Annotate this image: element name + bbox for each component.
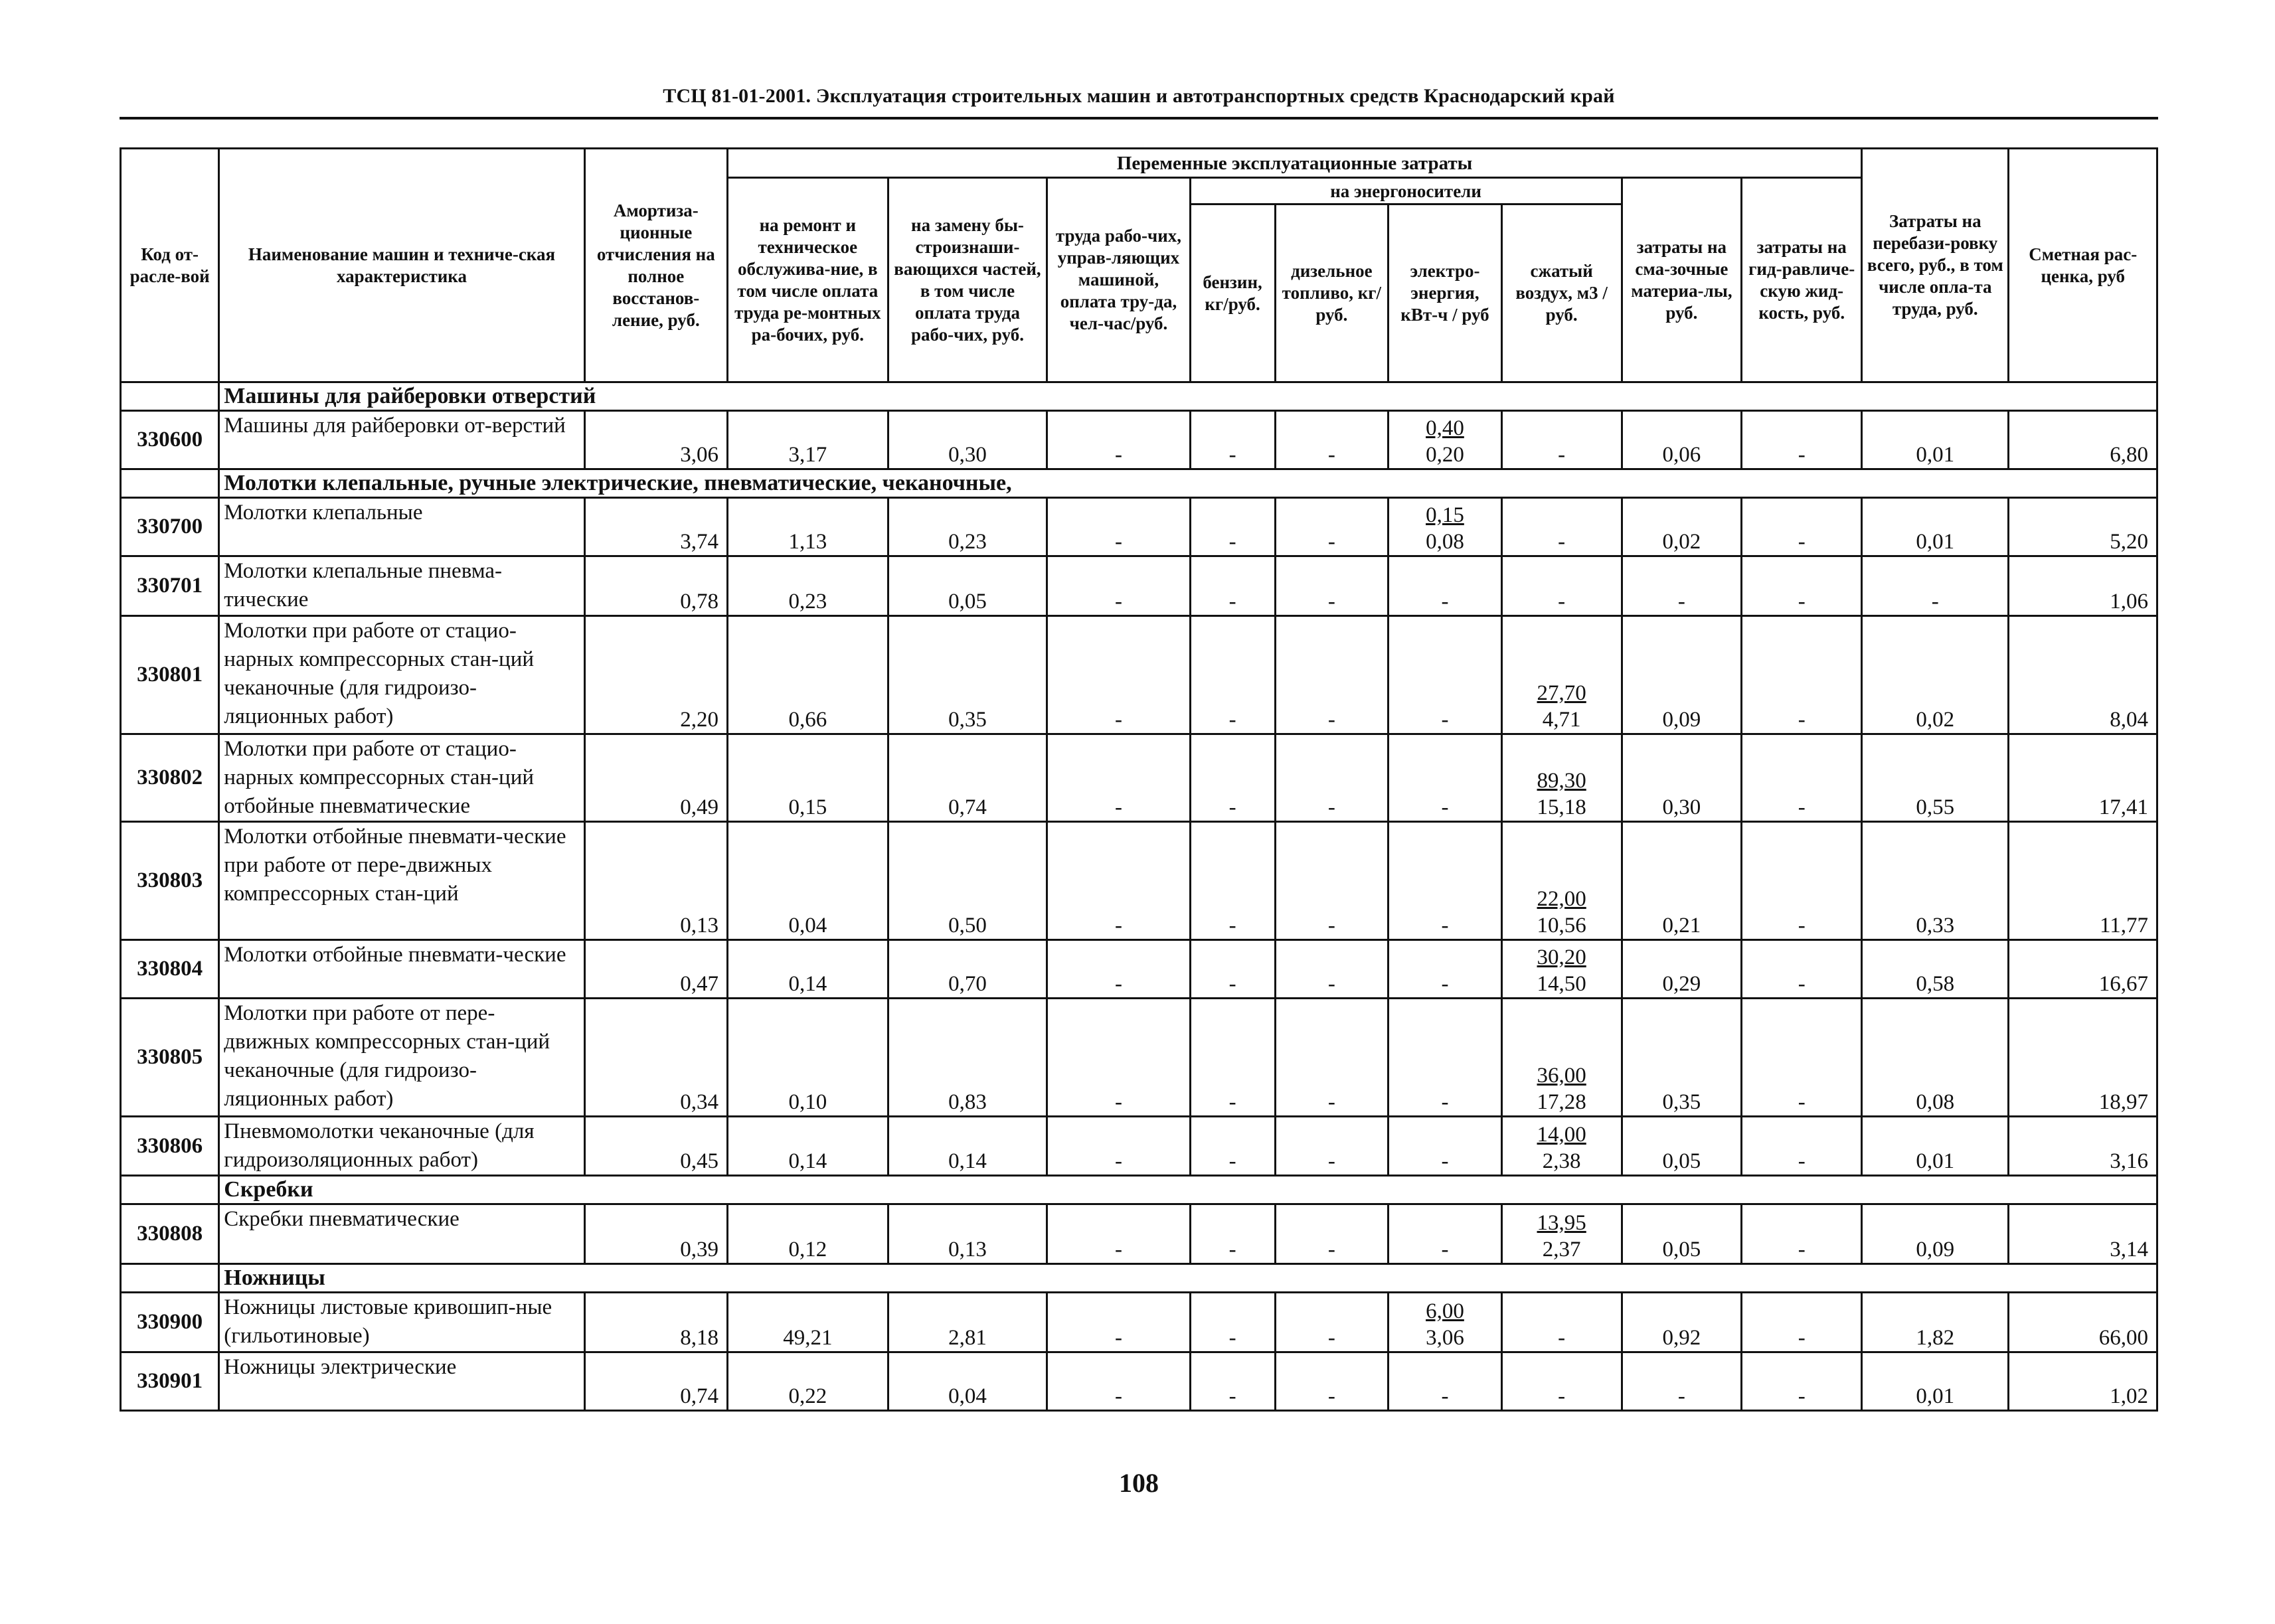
row-repair: 0,15	[727, 734, 888, 822]
row-labor: -	[1047, 1352, 1190, 1411]
row-air-cost: 2,38	[1542, 1149, 1581, 1173]
row-price: 3,16	[2009, 1117, 2157, 1176]
row-diesel: -	[1275, 822, 1389, 940]
row-price: 1,02	[2009, 1352, 2157, 1411]
price-table	[120, 147, 2158, 1412]
row-relocation: 0,08	[1862, 999, 2009, 1117]
row-electricity-cost: -	[1441, 972, 1449, 996]
row-name: Молотки отбойные пневмати-ческие	[219, 940, 584, 999]
row-relocation: 0,33	[1862, 822, 2009, 940]
row-name: Молотки клепальные пневма-тические	[219, 556, 584, 616]
row-diesel: -	[1275, 556, 1389, 616]
table-row	[121, 940, 2157, 999]
col-variable-group-header: Переменные эксплуатационные затраты	[727, 149, 1861, 178]
row-electricity	[1389, 616, 1502, 734]
row-air-cost: 2,37	[1542, 1238, 1581, 1261]
row-hydraulic: -	[1742, 616, 1862, 734]
row-petrol: -	[1190, 411, 1275, 469]
row-air-cost: -	[1558, 530, 1566, 554]
row-code: 330804	[121, 940, 219, 999]
row-electricity-cost: -	[1441, 1238, 1449, 1261]
table-row	[121, 1293, 2157, 1352]
row-amort: 8,18	[584, 1293, 727, 1352]
row-relocation: 0,01	[1862, 1117, 2009, 1176]
row-parts: 0,74	[888, 734, 1047, 822]
row-lubricants: -	[1622, 556, 1742, 616]
row-repair: 0,22	[727, 1352, 888, 1411]
row-relocation: 1,82	[1862, 1293, 2009, 1352]
row-air-cost: -	[1558, 1384, 1566, 1408]
col-code-header: Код от-расле-вой	[121, 149, 219, 382]
row-relocation: 0,01	[1862, 498, 2009, 556]
row-price: 17,41	[2009, 734, 2157, 822]
row-air-norm: 30,20	[1537, 945, 1586, 969]
row-electricity	[1389, 1117, 1502, 1176]
row-parts: 0,35	[888, 616, 1047, 734]
row-parts: 0,14	[888, 1117, 1047, 1176]
row-name: Машины для райберовки от-верстий	[219, 411, 584, 469]
group-code-cell	[121, 1176, 219, 1204]
row-air-norm: 22,00	[1537, 887, 1586, 911]
row-amort: 2,20	[584, 616, 727, 734]
row-name: Молотки при работе от стацио-нарных компрессорных стан-ций чеканочные (для гидроизо-ляционных работ)	[219, 616, 584, 734]
row-name: Ножницы электрические	[219, 1352, 584, 1411]
table-row	[121, 556, 2157, 616]
row-parts: 0,05	[888, 556, 1047, 616]
row-electricity-norm: 6,00	[1426, 1299, 1464, 1323]
row-diesel: -	[1275, 734, 1389, 822]
row-code: 330700	[121, 498, 219, 556]
row-air	[1501, 1117, 1622, 1176]
row-electricity-cost: -	[1441, 708, 1449, 732]
row-relocation: 0,58	[1862, 940, 2009, 999]
row-lubricants: -	[1622, 1352, 1742, 1411]
row-amort: 0,78	[584, 556, 727, 616]
table-row	[121, 498, 2157, 556]
row-amort: 0,45	[584, 1117, 727, 1176]
row-lubricants: 0,09	[1622, 616, 1742, 734]
row-repair: 0,04	[727, 822, 888, 940]
row-labor: -	[1047, 1293, 1190, 1352]
row-price: 11,77	[2009, 822, 2157, 940]
row-petrol: -	[1190, 822, 1275, 940]
row-lubricants: 0,05	[1622, 1204, 1742, 1264]
row-electricity	[1389, 556, 1502, 616]
table-row	[121, 1204, 2157, 1264]
table-row	[121, 999, 2157, 1117]
group-code-cell	[121, 382, 219, 411]
row-electricity	[1389, 498, 1502, 556]
row-diesel: -	[1275, 1117, 1389, 1176]
row-price: 3,14	[2009, 1204, 2157, 1264]
row-electricity	[1389, 411, 1502, 469]
col-petrol-header: бензин, кг/руб.	[1190, 204, 1275, 382]
row-hydraulic: -	[1742, 1117, 1862, 1176]
row-lubricants: 0,35	[1622, 999, 1742, 1117]
row-electricity-cost: -	[1441, 1149, 1449, 1173]
row-parts: 0,30	[888, 411, 1047, 469]
row-parts: 0,23	[888, 498, 1047, 556]
row-repair: 0,10	[727, 999, 888, 1117]
row-name: Молотки отбойные пневмати-ческие при работе от пере-движных компрессорных стан-ций	[219, 822, 584, 940]
row-air-cost: 14,50	[1537, 972, 1586, 996]
group-row	[121, 1176, 2157, 1204]
row-labor: -	[1047, 940, 1190, 999]
row-code: 330900	[121, 1293, 219, 1352]
row-petrol: -	[1190, 498, 1275, 556]
row-parts: 0,50	[888, 822, 1047, 940]
row-air	[1501, 734, 1622, 822]
row-parts: 2,81	[888, 1293, 1047, 1352]
col-parts-header: на замену бы-строизнаши-вающихся частей, в том числе оплата труда рабо-чих, руб.	[888, 178, 1047, 382]
row-air	[1501, 556, 1622, 616]
table-row	[121, 1352, 2157, 1411]
row-hydraulic: -	[1742, 1352, 1862, 1411]
row-petrol: -	[1190, 1293, 1275, 1352]
row-price: 8,04	[2009, 616, 2157, 734]
row-repair: 0,66	[727, 616, 888, 734]
row-repair: 1,13	[727, 498, 888, 556]
row-electricity-cost: 0,20	[1426, 443, 1464, 467]
row-price: 66,00	[2009, 1293, 2157, 1352]
row-electricity	[1389, 940, 1502, 999]
col-diesel-header: дизельное топливо, кг/руб.	[1275, 204, 1389, 382]
row-labor: -	[1047, 999, 1190, 1117]
table-row	[121, 411, 2157, 469]
row-lubricants: 0,02	[1622, 498, 1742, 556]
row-amort: 0,47	[584, 940, 727, 999]
row-air	[1501, 822, 1622, 940]
row-labor: -	[1047, 1204, 1190, 1264]
table-row	[121, 1117, 2157, 1176]
row-electricity	[1389, 999, 1502, 1117]
row-electricity-cost: -	[1441, 795, 1449, 819]
row-air	[1501, 940, 1622, 999]
row-hydraulic: -	[1742, 734, 1862, 822]
row-electricity-cost: -	[1441, 914, 1449, 937]
page-header: ТСЦ 81-01-2001. Эксплуатация строительных машин и автотранспортных средств Краснодарский край	[663, 85, 1615, 107]
row-electricity-norm: 0,15	[1426, 503, 1464, 527]
row-code: 330808	[121, 1204, 219, 1264]
col-name-header: Наименование машин и техниче-ская характеристика	[219, 149, 584, 382]
row-air-cost: -	[1558, 590, 1566, 613]
row-code: 330901	[121, 1352, 219, 1411]
row-electricity	[1389, 822, 1502, 940]
page-number: 108	[1119, 1468, 1159, 1498]
row-electricity-cost: 0,08	[1426, 530, 1464, 554]
group-code-cell	[121, 469, 219, 498]
col-electricity-header: электро-энергия, кВт-ч / руб	[1389, 204, 1502, 382]
row-air	[1501, 999, 1622, 1117]
row-code: 330801	[121, 616, 219, 734]
row-air-cost: -	[1558, 1326, 1566, 1350]
row-air-norm: 89,30	[1537, 769, 1586, 793]
row-labor: -	[1047, 498, 1190, 556]
row-electricity-norm: 0,40	[1426, 416, 1464, 440]
row-relocation: 0,09	[1862, 1204, 2009, 1264]
row-price: 1,06	[2009, 556, 2157, 616]
row-air-cost: 17,28	[1537, 1090, 1586, 1114]
row-diesel: -	[1275, 498, 1389, 556]
row-air	[1501, 1204, 1622, 1264]
row-hydraulic: -	[1742, 940, 1862, 999]
row-electricity-cost: -	[1441, 1090, 1449, 1114]
group-row	[121, 382, 2157, 411]
row-petrol: -	[1190, 940, 1275, 999]
row-code: 330600	[121, 411, 219, 469]
row-air	[1501, 1352, 1622, 1411]
row-repair: 0,12	[727, 1204, 888, 1264]
row-diesel: -	[1275, 1352, 1389, 1411]
row-repair: 0,14	[727, 940, 888, 999]
group-title: Машины для райберовки отверстий	[219, 382, 2157, 411]
row-relocation: -	[1862, 556, 2009, 616]
row-parts: 0,04	[888, 1352, 1047, 1411]
row-code: 330803	[121, 822, 219, 940]
row-petrol: -	[1190, 1204, 1275, 1264]
row-diesel: -	[1275, 616, 1389, 734]
row-amort: 3,74	[584, 498, 727, 556]
row-relocation: 0,55	[1862, 734, 2009, 822]
row-electricity	[1389, 1352, 1502, 1411]
row-lubricants: 0,29	[1622, 940, 1742, 999]
row-air-cost: 4,71	[1542, 708, 1581, 732]
col-price-header: Сметная рас-ценка, руб	[2009, 149, 2157, 382]
row-petrol: -	[1190, 999, 1275, 1117]
row-amort: 3,06	[584, 411, 727, 469]
row-relocation: 0,01	[1862, 411, 2009, 469]
row-electricity-cost: -	[1441, 590, 1449, 613]
row-electricity	[1389, 1293, 1502, 1352]
row-diesel: -	[1275, 1293, 1389, 1352]
row-code: 330805	[121, 999, 219, 1117]
row-air	[1501, 411, 1622, 469]
row-parts: 0,70	[888, 940, 1047, 999]
table-row	[121, 734, 2157, 822]
row-electricity	[1389, 734, 1502, 822]
group-row	[121, 1264, 2157, 1293]
row-hydraulic: -	[1742, 556, 1862, 616]
row-name: Молотки клепальные	[219, 498, 584, 556]
row-amort: 0,74	[584, 1352, 727, 1411]
row-lubricants: 0,92	[1622, 1293, 1742, 1352]
row-air-norm: 27,70	[1537, 681, 1586, 705]
row-price: 5,20	[2009, 498, 2157, 556]
row-name: Ножницы листовые кривошип-ные (гильотиновые)	[219, 1293, 584, 1352]
row-repair: 49,21	[727, 1293, 888, 1352]
row-repair: 0,23	[727, 556, 888, 616]
row-name: Скребки пневматические	[219, 1204, 584, 1264]
row-hydraulic: -	[1742, 411, 1862, 469]
row-diesel: -	[1275, 411, 1389, 469]
row-amort: 0,13	[584, 822, 727, 940]
table-body	[121, 382, 2157, 1411]
row-petrol: -	[1190, 1352, 1275, 1411]
row-code: 330806	[121, 1117, 219, 1176]
row-price: 18,97	[2009, 999, 2157, 1117]
row-relocation: 0,02	[1862, 616, 2009, 734]
row-air-norm: 13,95	[1537, 1211, 1586, 1235]
row-air-cost: -	[1558, 443, 1566, 467]
row-air	[1501, 616, 1622, 734]
row-labor: -	[1047, 556, 1190, 616]
col-energy-group-header: на энергоносители	[1190, 178, 1622, 204]
group-title: Ножницы	[219, 1264, 2157, 1293]
row-hydraulic: -	[1742, 1293, 1862, 1352]
row-amort: 0,49	[584, 734, 727, 822]
row-diesel: -	[1275, 940, 1389, 999]
row-electricity	[1389, 1204, 1502, 1264]
row-labor: -	[1047, 616, 1190, 734]
row-repair: 3,17	[727, 411, 888, 469]
row-lubricants: 0,06	[1622, 411, 1742, 469]
row-lubricants: 0,30	[1622, 734, 1742, 822]
row-air-norm: 36,00	[1537, 1064, 1586, 1088]
row-labor: -	[1047, 1117, 1190, 1176]
col-amort-header: Амортиза-ционные отчисления на полное восстанов-ление, руб.	[584, 149, 727, 382]
row-amort: 0,39	[584, 1204, 727, 1264]
row-amort: 0,34	[584, 999, 727, 1117]
col-air-header: сжатый воздух, м3 / руб.	[1501, 204, 1622, 382]
row-electricity-cost: 3,06	[1426, 1326, 1464, 1350]
row-price: 6,80	[2009, 411, 2157, 469]
col-lubricants-header: затраты на сма-зочные материа-лы, руб.	[1622, 178, 1742, 382]
row-hydraulic: -	[1742, 498, 1862, 556]
row-name: Молотки при работе от пере-движных компрессорных стан-ций чеканочные (для гидроизо-ляционных работ)	[219, 999, 584, 1117]
row-petrol: -	[1190, 734, 1275, 822]
table-row	[121, 616, 2157, 734]
row-code: 330802	[121, 734, 219, 822]
row-name: Пневмомолотки чеканочные (для гидроизоляционных работ)	[219, 1117, 584, 1176]
row-parts: 0,83	[888, 999, 1047, 1117]
row-petrol: -	[1190, 556, 1275, 616]
table-row	[121, 822, 2157, 940]
row-labor: -	[1047, 822, 1190, 940]
row-repair: 0,14	[727, 1117, 888, 1176]
row-relocation: 0,01	[1862, 1352, 2009, 1411]
row-electricity-cost: -	[1441, 1384, 1449, 1408]
row-parts: 0,13	[888, 1204, 1047, 1264]
group-row	[121, 469, 2157, 498]
row-labor: -	[1047, 734, 1190, 822]
group-title: Молотки клепальные, ручные электрические, пневматические, чеканочные,	[219, 469, 2157, 498]
row-air	[1501, 498, 1622, 556]
row-labor: -	[1047, 411, 1190, 469]
col-hydraulic-header: затраты на гид-равличе-скую жид-кость, руб.	[1742, 178, 1862, 382]
row-name: Молотки при работе от стацио-нарных компрессорных стан-ций отбойные пневматические	[219, 734, 584, 822]
row-price: 16,67	[2009, 940, 2157, 999]
row-air-cost: 10,56	[1537, 914, 1586, 937]
row-diesel: -	[1275, 999, 1389, 1117]
row-lubricants: 0,05	[1622, 1117, 1742, 1176]
row-air	[1501, 1293, 1622, 1352]
col-repair-header: на ремонт и техническое обслужива-ние, в том числе оплата труда ре-монтных ра-бочих, руб.	[727, 178, 888, 382]
col-labor-header: труда рабо-чих, управ-ляющих машиной, оплата тру-да, чел-час/руб.	[1047, 178, 1190, 382]
row-hydraulic: -	[1742, 822, 1862, 940]
group-code-cell	[121, 1264, 219, 1293]
header-rule	[120, 117, 2158, 120]
row-lubricants: 0,21	[1622, 822, 1742, 940]
row-petrol: -	[1190, 1117, 1275, 1176]
row-petrol: -	[1190, 616, 1275, 734]
row-air-cost: 15,18	[1537, 795, 1586, 819]
group-title: Скребки	[219, 1176, 2157, 1204]
row-hydraulic: -	[1742, 1204, 1862, 1264]
row-hydraulic: -	[1742, 999, 1862, 1117]
row-diesel: -	[1275, 1204, 1389, 1264]
row-air-norm: 14,00	[1537, 1123, 1586, 1147]
col-relocation-header: Затраты на перебази-ровку всего, руб., в том числе опла-та труда, руб.	[1862, 149, 2009, 382]
row-code: 330701	[121, 556, 219, 616]
